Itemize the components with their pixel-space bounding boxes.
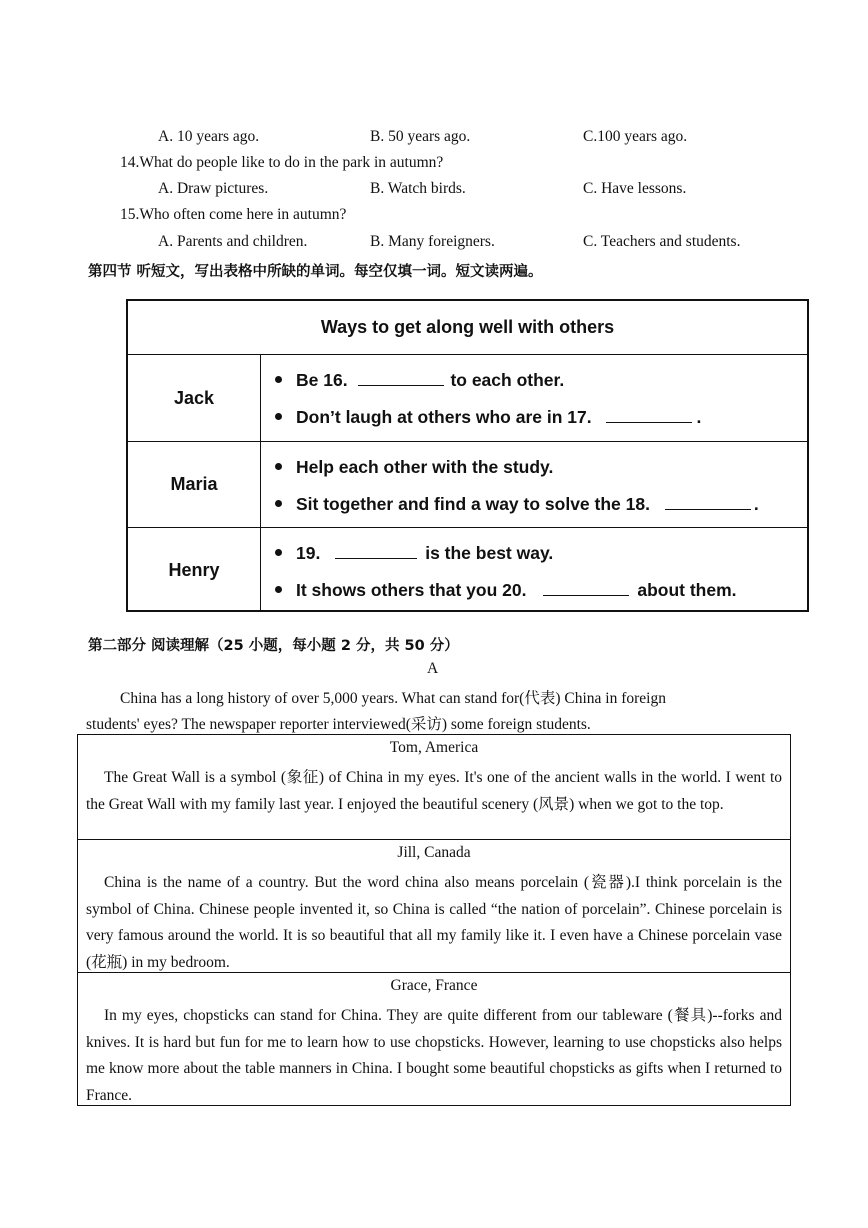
q13-option-a: A. 10 years ago. [158,128,260,145]
bullet-icon [275,500,282,507]
q15-option-b: B. Many foreigners. [370,233,495,250]
blank-18[interactable] [665,508,751,510]
interviewee-name: Grace, France [390,977,478,994]
section4-title: 第四节 听短文，写出表格中所缺的单词。每空仅填一词。短文读两遍。 [88,264,543,280]
q13-option-c: C.100 years ago. [583,128,688,145]
interviewee-name: Jill, Canada [397,844,471,861]
row-line: 19. is the best way. [275,543,553,564]
q15-stem: 15.Who often come here in autumn? [120,206,347,223]
interview-jill [78,840,790,973]
bullet-icon [275,463,282,470]
interview-text: In my eyes, chopsticks can stand for China. They are quite different from our tableware (餐具)--forks and knives. It is hard but fun for me to learn how to use chopsticks. However, learning to use chopsticks also helps me know more about the table manners in China. I bought some beautiful chopsticks as gifts when I returned to France. [86,1007,782,1104]
ways-table [126,299,809,612]
q15-option-c: C. Teachers and students. [583,233,741,250]
interview-table [77,734,791,1106]
interviewee-name: Tom, America [389,739,479,756]
passage-label: A [427,660,439,677]
interview-text: China is the name of a country. But the word china also means porcelain (瓷器).I think porcelain is the symbol of China. Chinese people invented it, so China is called “the nation of porcelain”. Chinese porcelain is very famous around the world. It is so beautiful that all my family like it. I even have a Chinese porcelain vase (花瓶) in my bedroom. [86,874,782,971]
q14-option-a: A. Draw pictures. [158,180,269,197]
q14-stem: 14.What do people like to do in the park in autumn? [120,154,444,171]
bullet-icon [275,586,282,593]
part2-title: 第二部分 阅读理解（25 小题，每小题 2 分，共 50 分） [88,638,459,654]
interview-tom [78,735,790,840]
row-line: Be 16. to each other. [275,370,564,391]
q13-option-b: B. 50 years ago. [370,128,471,145]
ways-table-title: Ways to get along well with others [128,301,807,355]
row-name: Henry [128,528,261,612]
bullet-icon [275,413,282,420]
row-name: Jack [128,355,261,441]
bullet-icon [275,376,282,383]
blank-16[interactable] [358,384,444,386]
blank-20[interactable] [543,594,629,596]
row-line: Sit together and find a way to solve the 18. . [275,494,759,515]
q14-option-b: B. Watch birds. [370,180,466,197]
row-name: Maria [128,442,261,527]
row-line: Help each other with the study. [275,457,553,478]
blank-19[interactable] [335,557,417,559]
table-row-jack [128,355,807,442]
table-row-henry [128,528,807,612]
bullet-icon [275,549,282,556]
intro-line-2: students' eyes? The newspaper reporter interviewed(采访) some foreign students. [86,716,591,733]
blank-17[interactable] [606,421,692,423]
table-row-maria [128,442,807,528]
intro-line-1: China has a long history of over 5,000 years. What can stand for(代表) China in foreign [120,690,666,707]
interview-text: The Great Wall is a symbol (象征) of China in my eyes. It's one of the ancient walls in the world. I went to the Great Wall with my family last year. I enjoyed the beautiful scenery (风景) when we got to the top. [86,769,782,813]
interview-grace [78,973,790,1105]
q14-option-c: C. Have lessons. [583,180,687,197]
row-line: Don’t laugh at others who are in 17. . [275,407,701,428]
q15-option-a: A. Parents and children. [158,233,308,250]
row-line: It shows others that you 20. about them. [275,580,737,601]
